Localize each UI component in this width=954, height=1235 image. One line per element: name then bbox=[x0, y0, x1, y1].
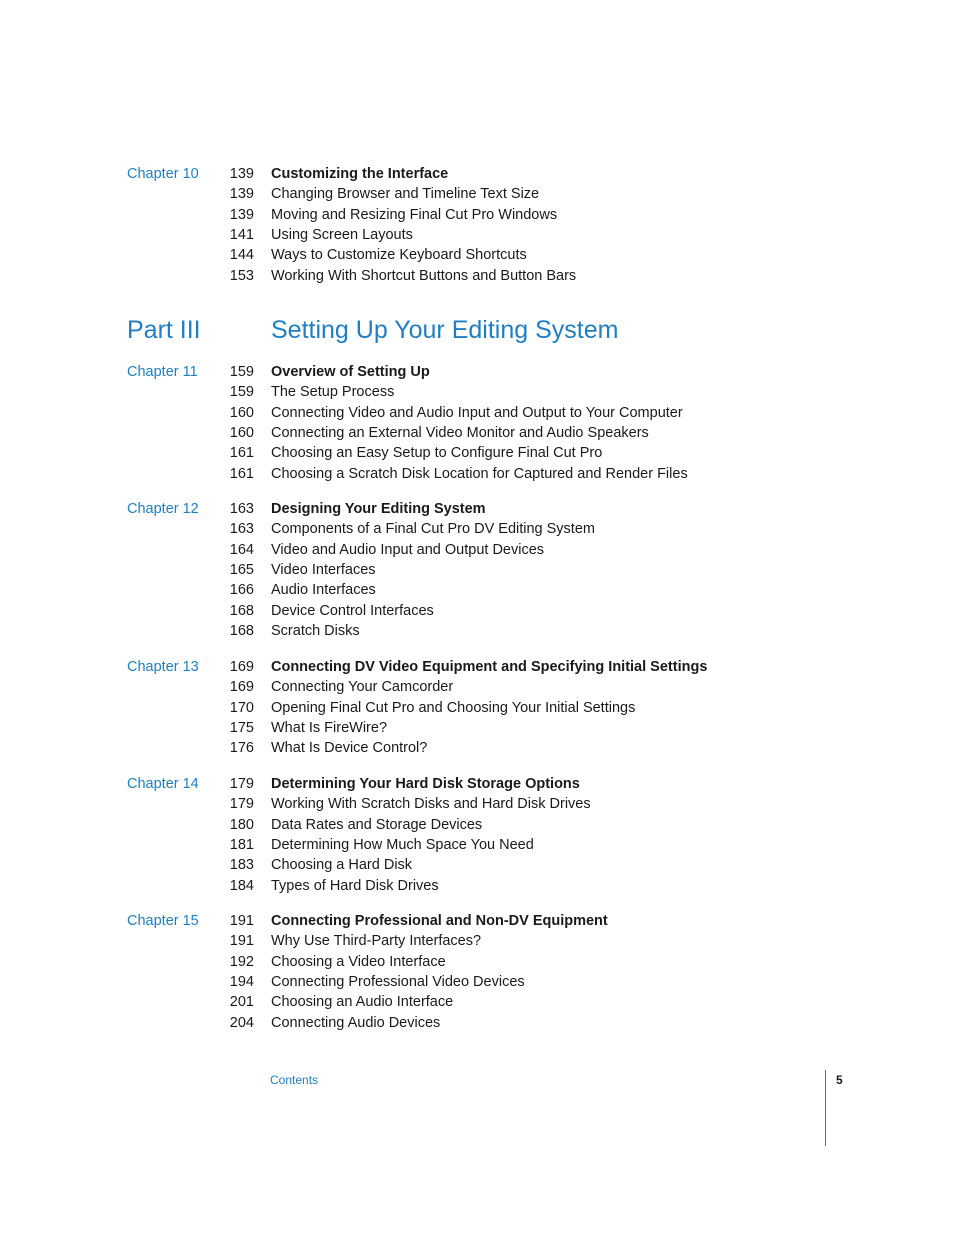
toc-entry-title[interactable]: Connecting Professional Video Devices bbox=[271, 973, 525, 990]
toc-page-number[interactable]: 179 bbox=[229, 776, 254, 792]
chapter-label[interactable]: Chapter 15 bbox=[127, 913, 199, 929]
toc-page-number[interactable]: 194 bbox=[229, 973, 254, 990]
toc-entry-title[interactable]: Working With Shortcut Buttons and Button Bars bbox=[271, 267, 577, 284]
toc-chapter-title[interactable]: Customizing the Interface bbox=[271, 166, 449, 182]
toc-entry-title[interactable]: Working With Scratch Disks and Hard Disk Drives bbox=[271, 796, 591, 813]
toc-page-number[interactable]: 201 bbox=[229, 994, 254, 1011]
toc-page-number[interactable]: 181 bbox=[229, 836, 254, 853]
toc-chapter-title[interactable]: Designing Your Editing System bbox=[271, 501, 486, 517]
toc-entry-title[interactable]: Device Control Interfaces bbox=[271, 602, 434, 619]
toc-chapter-title[interactable]: Overview of Setting Up bbox=[271, 364, 430, 380]
toc-page-number[interactable]: 163 bbox=[229, 521, 254, 538]
toc-page-number[interactable]: 191 bbox=[229, 913, 254, 929]
footer-divider bbox=[825, 1070, 826, 1146]
toc-page-number[interactable]: 153 bbox=[229, 267, 254, 284]
toc-page-number[interactable]: 175 bbox=[229, 719, 254, 736]
toc-entry-title[interactable]: Determining How Much Space You Need bbox=[271, 836, 534, 853]
toc-page-number[interactable]: 164 bbox=[229, 541, 254, 558]
toc-entry-title[interactable]: Choosing a Hard Disk bbox=[271, 857, 413, 874]
toc-page-number[interactable]: 204 bbox=[229, 1014, 254, 1031]
chapter-label[interactable]: Chapter 12 bbox=[127, 501, 199, 517]
toc-entry-title[interactable]: Data Rates and Storage Devices bbox=[271, 816, 483, 833]
toc-chapter-title[interactable]: Connecting DV Video Equipment and Specifying Initial Settings bbox=[271, 659, 708, 675]
toc-page-number[interactable]: 159 bbox=[229, 364, 254, 380]
toc-page-number[interactable]: 160 bbox=[229, 424, 254, 441]
toc-entry-title[interactable]: What Is Device Control? bbox=[271, 740, 428, 757]
toc-entry-title[interactable]: Using Screen Layouts bbox=[271, 226, 413, 243]
toc-page-number[interactable]: 176 bbox=[229, 740, 254, 757]
toc-entry-title[interactable]: Audio Interfaces bbox=[271, 582, 376, 599]
chapter-label[interactable]: Chapter 14 bbox=[127, 776, 199, 792]
toc-page-number[interactable]: 170 bbox=[229, 699, 254, 716]
part-label: Part III bbox=[127, 316, 201, 344]
toc-entry-title[interactable]: Ways to Customize Keyboard Shortcuts bbox=[271, 247, 527, 264]
toc-page-number[interactable]: 168 bbox=[229, 622, 254, 639]
toc-page-number[interactable]: 141 bbox=[229, 226, 254, 243]
toc-entry-title[interactable]: What Is FireWire? bbox=[271, 719, 388, 736]
toc-page-number[interactable]: 139 bbox=[229, 206, 254, 223]
toc-entry-title[interactable]: Moving and Resizing Final Cut Pro Windows bbox=[271, 206, 558, 223]
toc-entry-title[interactable]: Choosing a Video Interface bbox=[271, 953, 446, 970]
toc-entry-title[interactable]: Choosing a Scratch Disk Location for Captured and Render Files bbox=[271, 465, 688, 482]
toc-entry-title[interactable]: Components of a Final Cut Pro DV Editing System bbox=[271, 521, 595, 538]
toc-chapter-title[interactable]: Determining Your Hard Disk Storage Options bbox=[271, 776, 580, 792]
footer-page-number: 5 bbox=[836, 1073, 843, 1087]
toc-page-number[interactable]: 191 bbox=[229, 933, 254, 950]
toc-entry-title[interactable]: Connecting Video and Audio Input and Output to Your Computer bbox=[271, 404, 683, 421]
toc-entry-title[interactable]: Why Use Third-Party Interfaces? bbox=[271, 933, 482, 950]
toc-page-number[interactable]: 160 bbox=[229, 404, 254, 421]
part-title: Setting Up Your Editing System bbox=[271, 316, 619, 344]
toc-page-number[interactable]: 165 bbox=[229, 561, 254, 578]
toc-entry-title[interactable]: Video and Audio Input and Output Devices bbox=[271, 541, 545, 558]
toc-entry-title[interactable]: Connecting an External Video Monitor and Audio Speakers bbox=[271, 424, 649, 441]
toc-page-number[interactable]: 169 bbox=[229, 679, 254, 696]
toc-page-number[interactable]: 166 bbox=[229, 582, 254, 599]
toc-entry-title[interactable]: Choosing an Audio Interface bbox=[271, 994, 454, 1011]
toc-entry-title[interactable]: Changing Browser and Timeline Text Size bbox=[271, 186, 540, 203]
footer-section-label: Contents bbox=[270, 1073, 319, 1087]
toc-page-number[interactable]: 184 bbox=[229, 877, 254, 894]
chapter-label[interactable]: Chapter 10 bbox=[127, 166, 199, 182]
toc-page-number[interactable]: 161 bbox=[229, 445, 254, 462]
toc-page-number[interactable]: 139 bbox=[229, 186, 254, 203]
toc-entry-title[interactable]: Types of Hard Disk Drives bbox=[271, 877, 439, 894]
toc-entry-title[interactable]: Video Interfaces bbox=[271, 561, 376, 578]
toc-entry-title[interactable]: Choosing an Easy Setup to Configure Final Cut Pro bbox=[271, 445, 603, 462]
toc-page-number[interactable]: 179 bbox=[229, 796, 254, 813]
toc-page-number[interactable]: 139 bbox=[229, 166, 254, 182]
chapter-label[interactable]: Chapter 11 bbox=[127, 364, 198, 380]
toc-entry-title[interactable]: Connecting Your Camcorder bbox=[271, 679, 454, 696]
toc-entry-title[interactable]: Scratch Disks bbox=[271, 622, 360, 639]
chapter-label[interactable]: Chapter 13 bbox=[127, 659, 199, 675]
toc-page-number[interactable]: 169 bbox=[229, 659, 254, 675]
toc-page-number[interactable]: 163 bbox=[229, 501, 254, 517]
toc-entry-title[interactable]: The Setup Process bbox=[271, 384, 395, 401]
toc-page-number[interactable]: 144 bbox=[229, 247, 254, 264]
toc-entry-title[interactable]: Opening Final Cut Pro and Choosing Your Initial Settings bbox=[271, 699, 636, 716]
toc-page-number[interactable]: 192 bbox=[229, 953, 254, 970]
toc-chapter-title[interactable]: Connecting Professional and Non-DV Equipment bbox=[271, 913, 608, 929]
toc-page-number[interactable]: 161 bbox=[229, 465, 254, 482]
toc-page-number[interactable]: 183 bbox=[229, 857, 254, 874]
toc-page-number[interactable]: 159 bbox=[229, 384, 254, 401]
toc-page-number[interactable]: 168 bbox=[229, 602, 254, 619]
toc-page-number[interactable]: 180 bbox=[229, 816, 254, 833]
toc-entry-title[interactable]: Connecting Audio Devices bbox=[271, 1014, 441, 1031]
